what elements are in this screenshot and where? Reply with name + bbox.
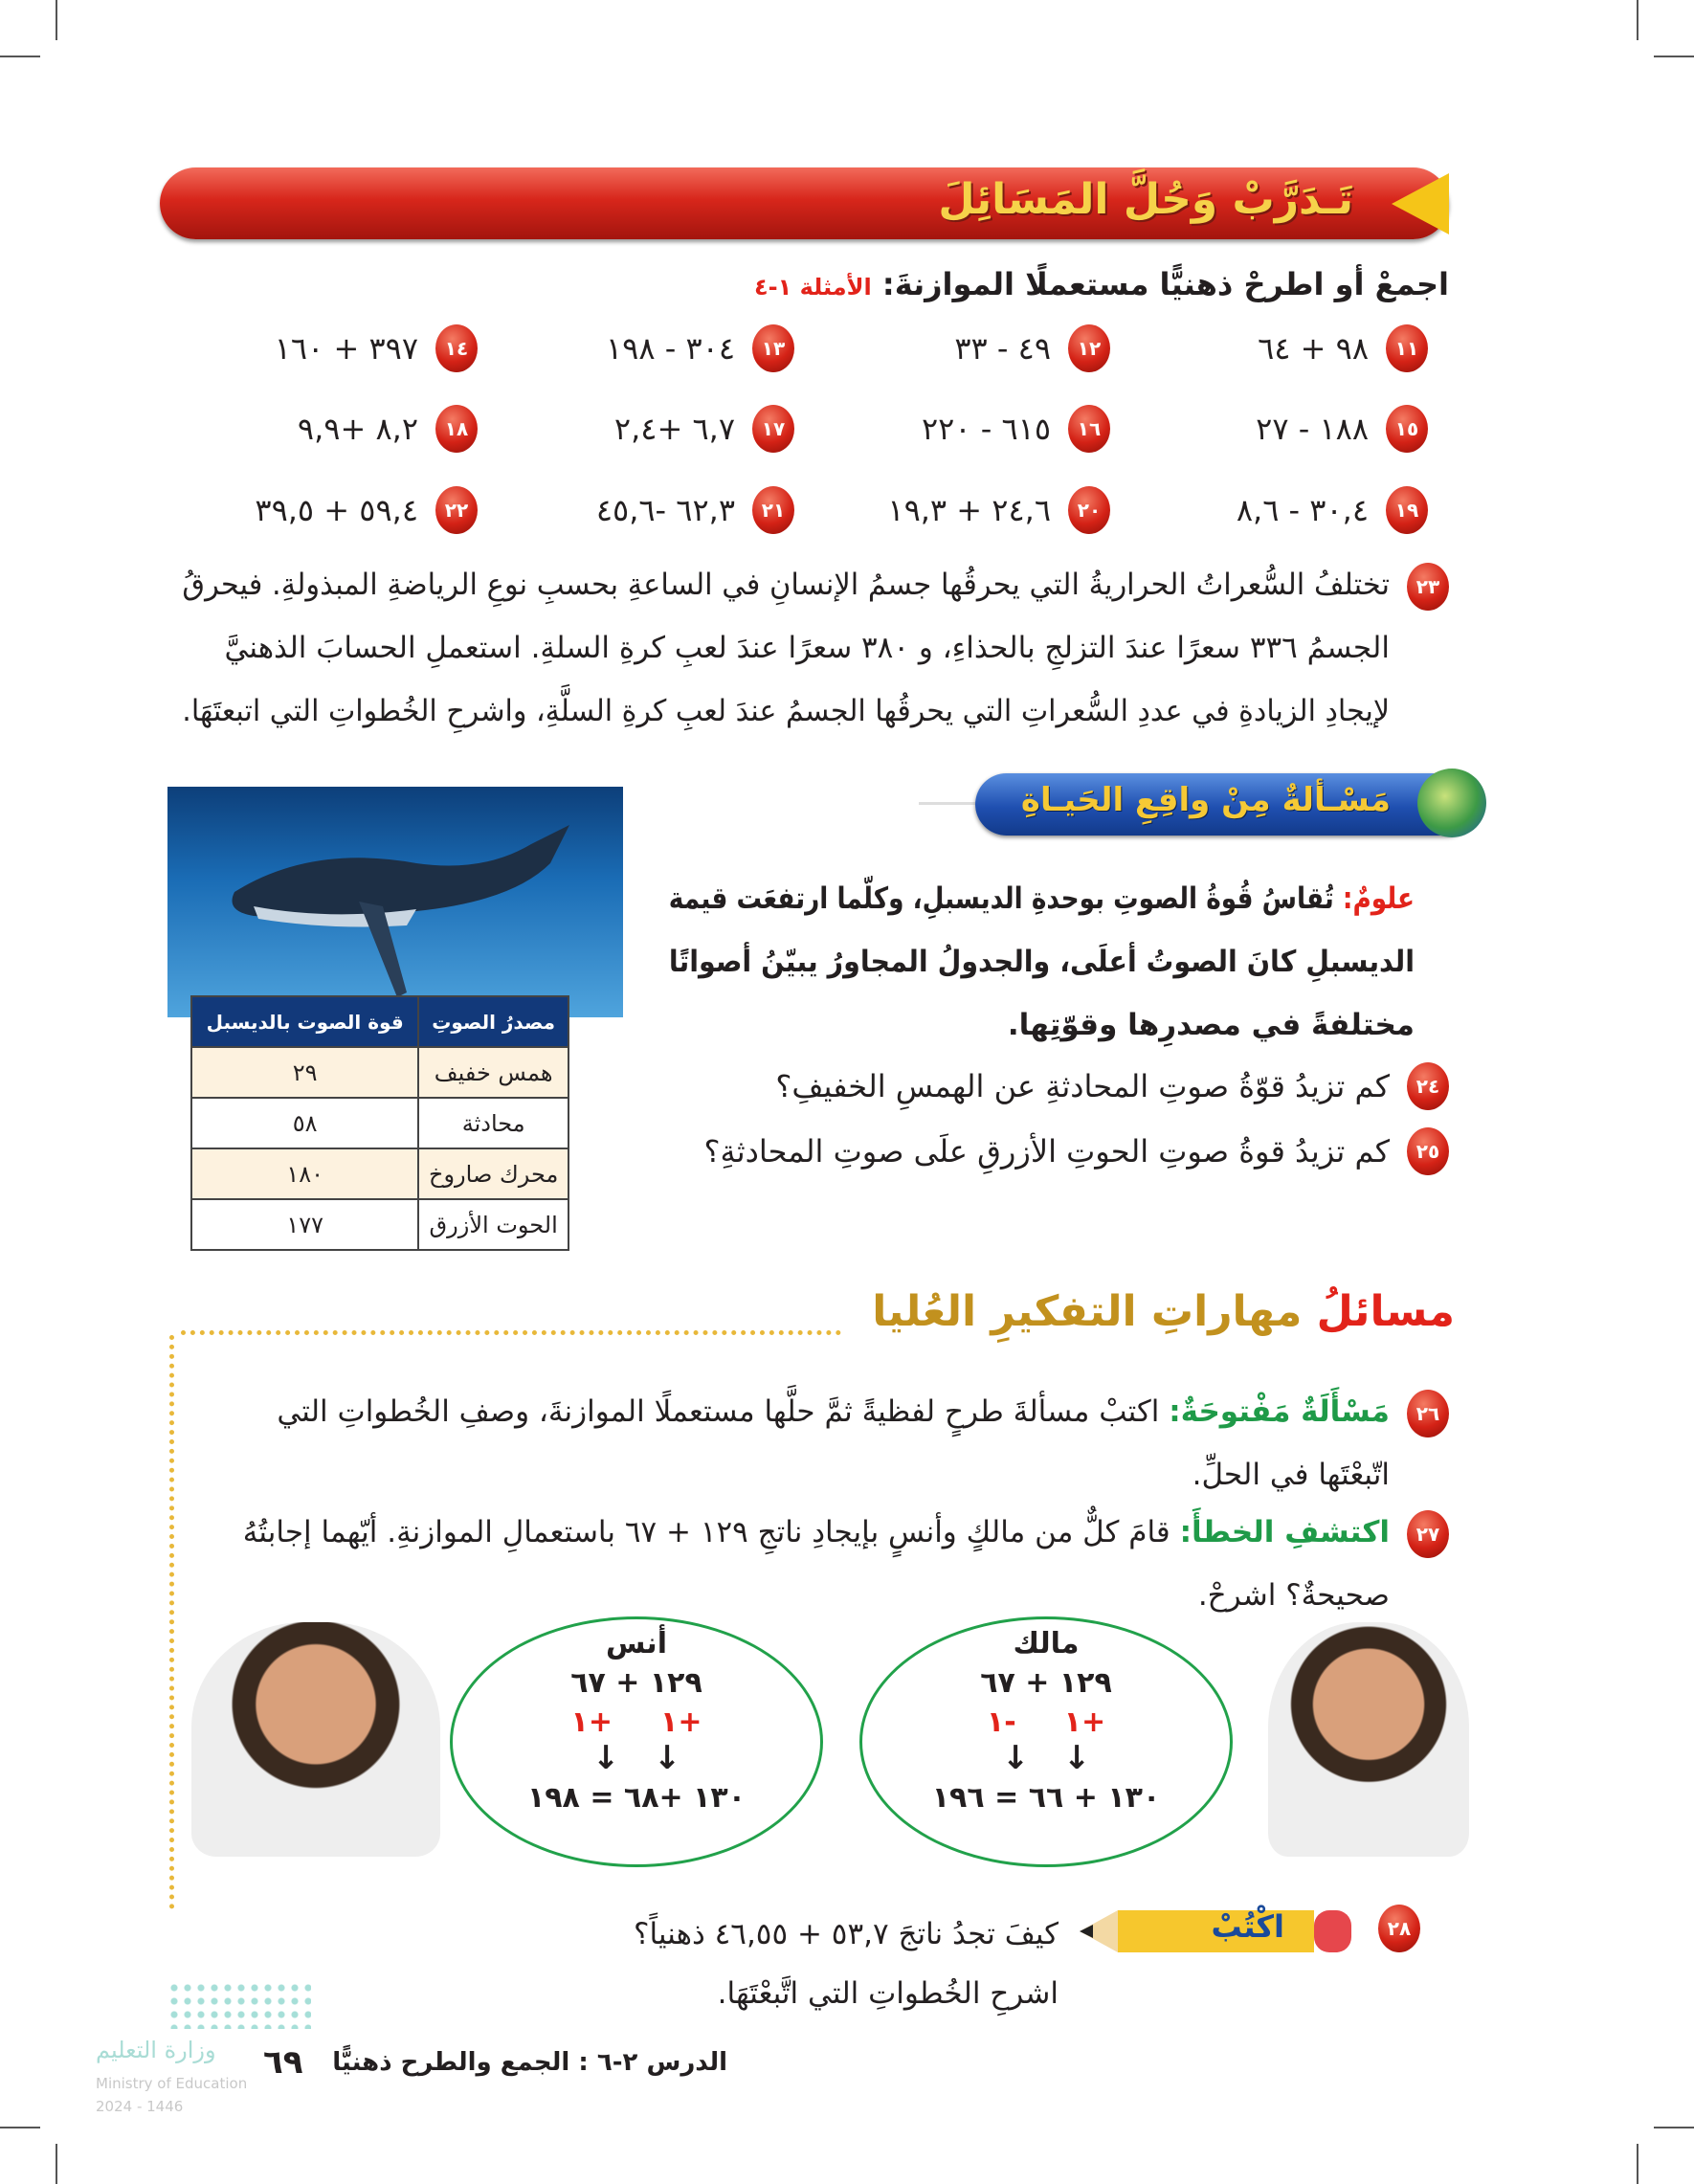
exercise-expression: ٩٨ + ٦٤: [1258, 330, 1369, 367]
section-title: تَـدَرَّبْ وَحُلَّ المَسَائِلَ: [938, 175, 1353, 224]
page-number: ٦٩: [263, 2043, 303, 2082]
crop-mark: [0, 2127, 40, 2128]
real-life-banner: [975, 773, 1477, 836]
question-text: كيفَ تجدُ ناتجَ ٥٣,٧ + ٤٦,٥٥ ذهنياً؟: [634, 1917, 1059, 1951]
exercise-expression: ٥٩,٤ + ٣٩,٥: [255, 492, 418, 528]
question-text: الجسمُ ٣٣٦ سعرًا عندَ التزلجِ بالحذاءِ، و ٣٨٠ سعرًا عندَ لعبِ كرةِ السلةِ. استعملِ الحسابَ الذهنيَّ: [224, 631, 1390, 665]
table-row: [191, 1148, 568, 1199]
table-cell: همس خفيف: [418, 1047, 568, 1098]
instruction-text: اجمعْ أو اطرحْ ذهنيًّا مستعملًا الموازنةَ:: [881, 266, 1449, 302]
question-24: [775, 1062, 1449, 1110]
exercise-expression: ٢٤,٦ + ١٩,٣: [887, 492, 1051, 528]
exercise-item: [275, 324, 478, 372]
table-cell: الحوت الأزرق: [418, 1199, 568, 1250]
table-header: قوة الصوت بالديسبل: [191, 996, 418, 1047]
instruction: [754, 266, 1449, 302]
adjustment: +١: [660, 1705, 702, 1739]
question-number-badge: ٢٣: [1407, 563, 1449, 611]
question-text: اكتبْ مسألةَ طرحٍ لفظيةً ثمَّ حلَّها مستعملًا الموازنةَ، وصفِ الخُطواتِ التي: [277, 1394, 1160, 1429]
table-cell: ٢٩: [191, 1047, 418, 1098]
table-cell: ٥٨: [191, 1098, 418, 1148]
hots-title: مهاراتِ التفكيرِ العُليا: [872, 1287, 1303, 1336]
exercise-item: [614, 405, 794, 453]
exercise-number-badge: ١٤: [435, 324, 478, 372]
exercise-number-badge: ١٨: [435, 405, 478, 453]
question-label: اكتشفِ الخطأَ:: [1179, 1515, 1390, 1549]
year: 2024 - 1446: [96, 2098, 184, 2115]
science-text: الديسبلِ كانَ الصوتُ أعلَى، والجدولُ المجاورُ يبيّنُ أصواتًا: [668, 945, 1415, 979]
dotted-divider: [181, 1330, 841, 1335]
exercise-expression: ٦٢,٣ -٤٥,٦: [595, 492, 735, 528]
arrow-down-icon: ↓ ↓: [1001, 1739, 1091, 1777]
exercise-expression: ٣٠٤ - ١٩٨: [605, 330, 735, 367]
crop-mark: [56, 0, 57, 40]
bubble-result: ١٣٠ +٦٨ = ١٩٨: [526, 1781, 747, 1815]
ministry-name-ar: وزارة التعليم: [96, 2037, 216, 2063]
exercise-item: [1258, 324, 1428, 372]
question-label: مَسْأَلَةٌ مَفْتوحَةٌ:: [1169, 1394, 1390, 1429]
science-label: علومٌ:: [1342, 881, 1415, 916]
adjustment: +١: [1063, 1705, 1106, 1739]
exercise-item: [255, 486, 478, 534]
exercise-expression: ٣٩٧ + ١٦٠: [274, 330, 418, 367]
exercise-number-badge: ١٣: [752, 324, 794, 372]
table-cell: ١٨٠: [191, 1148, 418, 1199]
lesson-number: الدرس ٢-٦ :: [578, 2048, 727, 2077]
science-text: مختلفةً في مصدرِها وقوّتِها.: [1007, 1008, 1415, 1042]
boy-photo-anas: [191, 1622, 440, 1857]
crop-mark: [1637, 0, 1638, 40]
bubble-name: أنس: [606, 1627, 667, 1660]
exercise-item: [596, 486, 794, 534]
bubble-expression: ١٢٩ + ٦٧: [570, 1666, 702, 1700]
exercise-item: [954, 324, 1110, 372]
table-row: [191, 1098, 568, 1148]
exercise-number-badge: ٢١: [752, 486, 794, 534]
table-row: [191, 1199, 568, 1250]
question-23: [182, 553, 1449, 743]
real-life-title: مَسْـألةٌ مِنْ واقِعِ الحَيـاةِ: [1020, 781, 1391, 819]
sound-table: [190, 995, 569, 1251]
exercise-item: [887, 486, 1110, 534]
boy-photo-malik: [1268, 1622, 1469, 1857]
crop-mark: [56, 2144, 57, 2184]
exercise-expression: ٨,٢ +٩,٩: [297, 411, 418, 447]
exercise-number-badge: ١٢: [1068, 324, 1110, 372]
triangle-icon: [1392, 173, 1449, 234]
arrow-down-icon: ↓ ↓: [591, 1739, 681, 1777]
examples-ref: الأمثلة ١-٤: [754, 274, 872, 301]
question-text: كم تزيدُ قوّةُ صوتِ المحادثةِ عن الهمسِ الخفيفِ؟: [775, 1068, 1390, 1104]
question-27: [211, 1501, 1449, 1627]
exercise-item: [298, 405, 478, 453]
bubble-result: ١٣٠ + ٦٦ = ١٩٦: [931, 1781, 1161, 1815]
adjustment: -١: [986, 1705, 1016, 1739]
question-number-badge: ٢٨: [1378, 1905, 1420, 1952]
question-text: اشرحِ الخُطواتِ التي اتَّبعْتَهَا.: [717, 1976, 1059, 2011]
table-cell: محادثة: [418, 1098, 568, 1148]
exercise-expression: ٤٩ - ٣٣: [954, 330, 1051, 367]
science-text: تُقاسُ قُوةُ الصوتِ بوحدةِ الديسبلِ، وكلّما ارتفعَت قيمة: [668, 881, 1334, 916]
question-28-text: [634, 1905, 1059, 2023]
exercise-number-badge: ١١: [1386, 324, 1428, 372]
exercise-item: [922, 405, 1110, 453]
exercise-number-badge: ١٩: [1386, 486, 1428, 534]
hots-heading: [872, 1287, 1455, 1336]
question-number-badge: ٢٥: [1407, 1127, 1449, 1175]
exercise-number-badge: ١٧: [752, 405, 794, 453]
exercise-expression: ١٨٨ - ٢٧: [1256, 411, 1369, 447]
exercise-number-badge: ٢٢: [435, 486, 478, 534]
ministry-name-en: Ministry of Education: [96, 2075, 248, 2092]
crop-mark: [1637, 2144, 1638, 2184]
question-text: قامَ كلٌّ من مالكٍ وأنسٍ بإيجادِ ناتجِ ١٢٩ + ٦٧ باستعمالِ الموازنةِ. أيّهما إجابتُهُ: [242, 1515, 1170, 1549]
whale-image: [167, 787, 623, 1017]
crop-mark: [1654, 2127, 1694, 2128]
hots-prefix: مسائلُ: [1316, 1287, 1455, 1336]
question-text: تختلفُ السُّعراتُ الحراريةُ التي يحرقُها جسمُ الإنسانِ في الساعةِ بحسبِ نوعِ الرياضةِ المبذولةِ. فيحرقُ: [182, 568, 1390, 602]
exercise-item: [1256, 405, 1428, 453]
question-number-badge: ٢٦: [1407, 1390, 1449, 1437]
question-number-badge: ٢٧: [1407, 1510, 1449, 1558]
exercise-number-badge: ٢٠: [1068, 486, 1110, 534]
lesson-title: الجمع والطرح ذهنيًّا: [332, 2048, 570, 2077]
ministry-logo: [167, 1981, 311, 2029]
bubble-expression: ١٢٩ + ٦٧: [980, 1666, 1112, 1700]
table-header: مصدرُ الصوتِ: [418, 996, 568, 1047]
question-text: صحيحةٌ؟ اشرحْ.: [1197, 1578, 1390, 1613]
question-25: [704, 1127, 1449, 1175]
exercise-expression: ٣٠,٤ - ٨,٦: [1236, 492, 1369, 528]
lesson-footer: [325, 2048, 727, 2077]
globe-icon: [1417, 769, 1486, 837]
science-paragraph: [669, 867, 1415, 1057]
adjustment: +١: [570, 1705, 613, 1739]
question-text: اتّبعْتَها في الحلِّ.: [1192, 1458, 1390, 1492]
table-cell: محرك صاروخ: [418, 1148, 568, 1199]
question-number-badge: ٢٤: [1407, 1062, 1449, 1110]
bubble-name: مالك: [1013, 1627, 1080, 1660]
crop-mark: [1654, 56, 1694, 57]
exercise-item: [606, 324, 794, 372]
question-text: كم تزيدُ قوةُ صوتِ الحوتِ الأزرقِ علَى صوتِ المحادثةِ؟: [703, 1133, 1390, 1170]
speech-bubble-malik: [859, 1616, 1233, 1867]
table-row: [191, 1047, 568, 1098]
question-text: لإيجادِ الزيادةِ في عددِ السُّعراتِ التي يحرقُها الجسمُ عندَ لعبِ كرةِ السلَّةِ، واشرحِ الخُطواتِ التي اتبعتَهَا.: [182, 694, 1390, 728]
dotted-divider: [169, 1335, 174, 1909]
exercise-number-badge: ١٦: [1068, 405, 1110, 453]
write-label: اكْتُبْ: [1211, 1908, 1284, 1945]
exercise-expression: ٦١٥ - ٢٢٠: [921, 411, 1051, 447]
exercise-expression: ٦,٧ +٢,٤: [613, 411, 735, 447]
exercise-item: [1237, 486, 1428, 534]
table-cell: ١٧٧: [191, 1199, 418, 1250]
crop-mark: [0, 56, 40, 57]
exercise-number-badge: ١٥: [1386, 405, 1428, 453]
section-banner: [160, 167, 1449, 239]
speech-bubble-anas: [450, 1616, 823, 1867]
question-26: [211, 1380, 1449, 1506]
pencil-icon: [1080, 1905, 1351, 1958]
